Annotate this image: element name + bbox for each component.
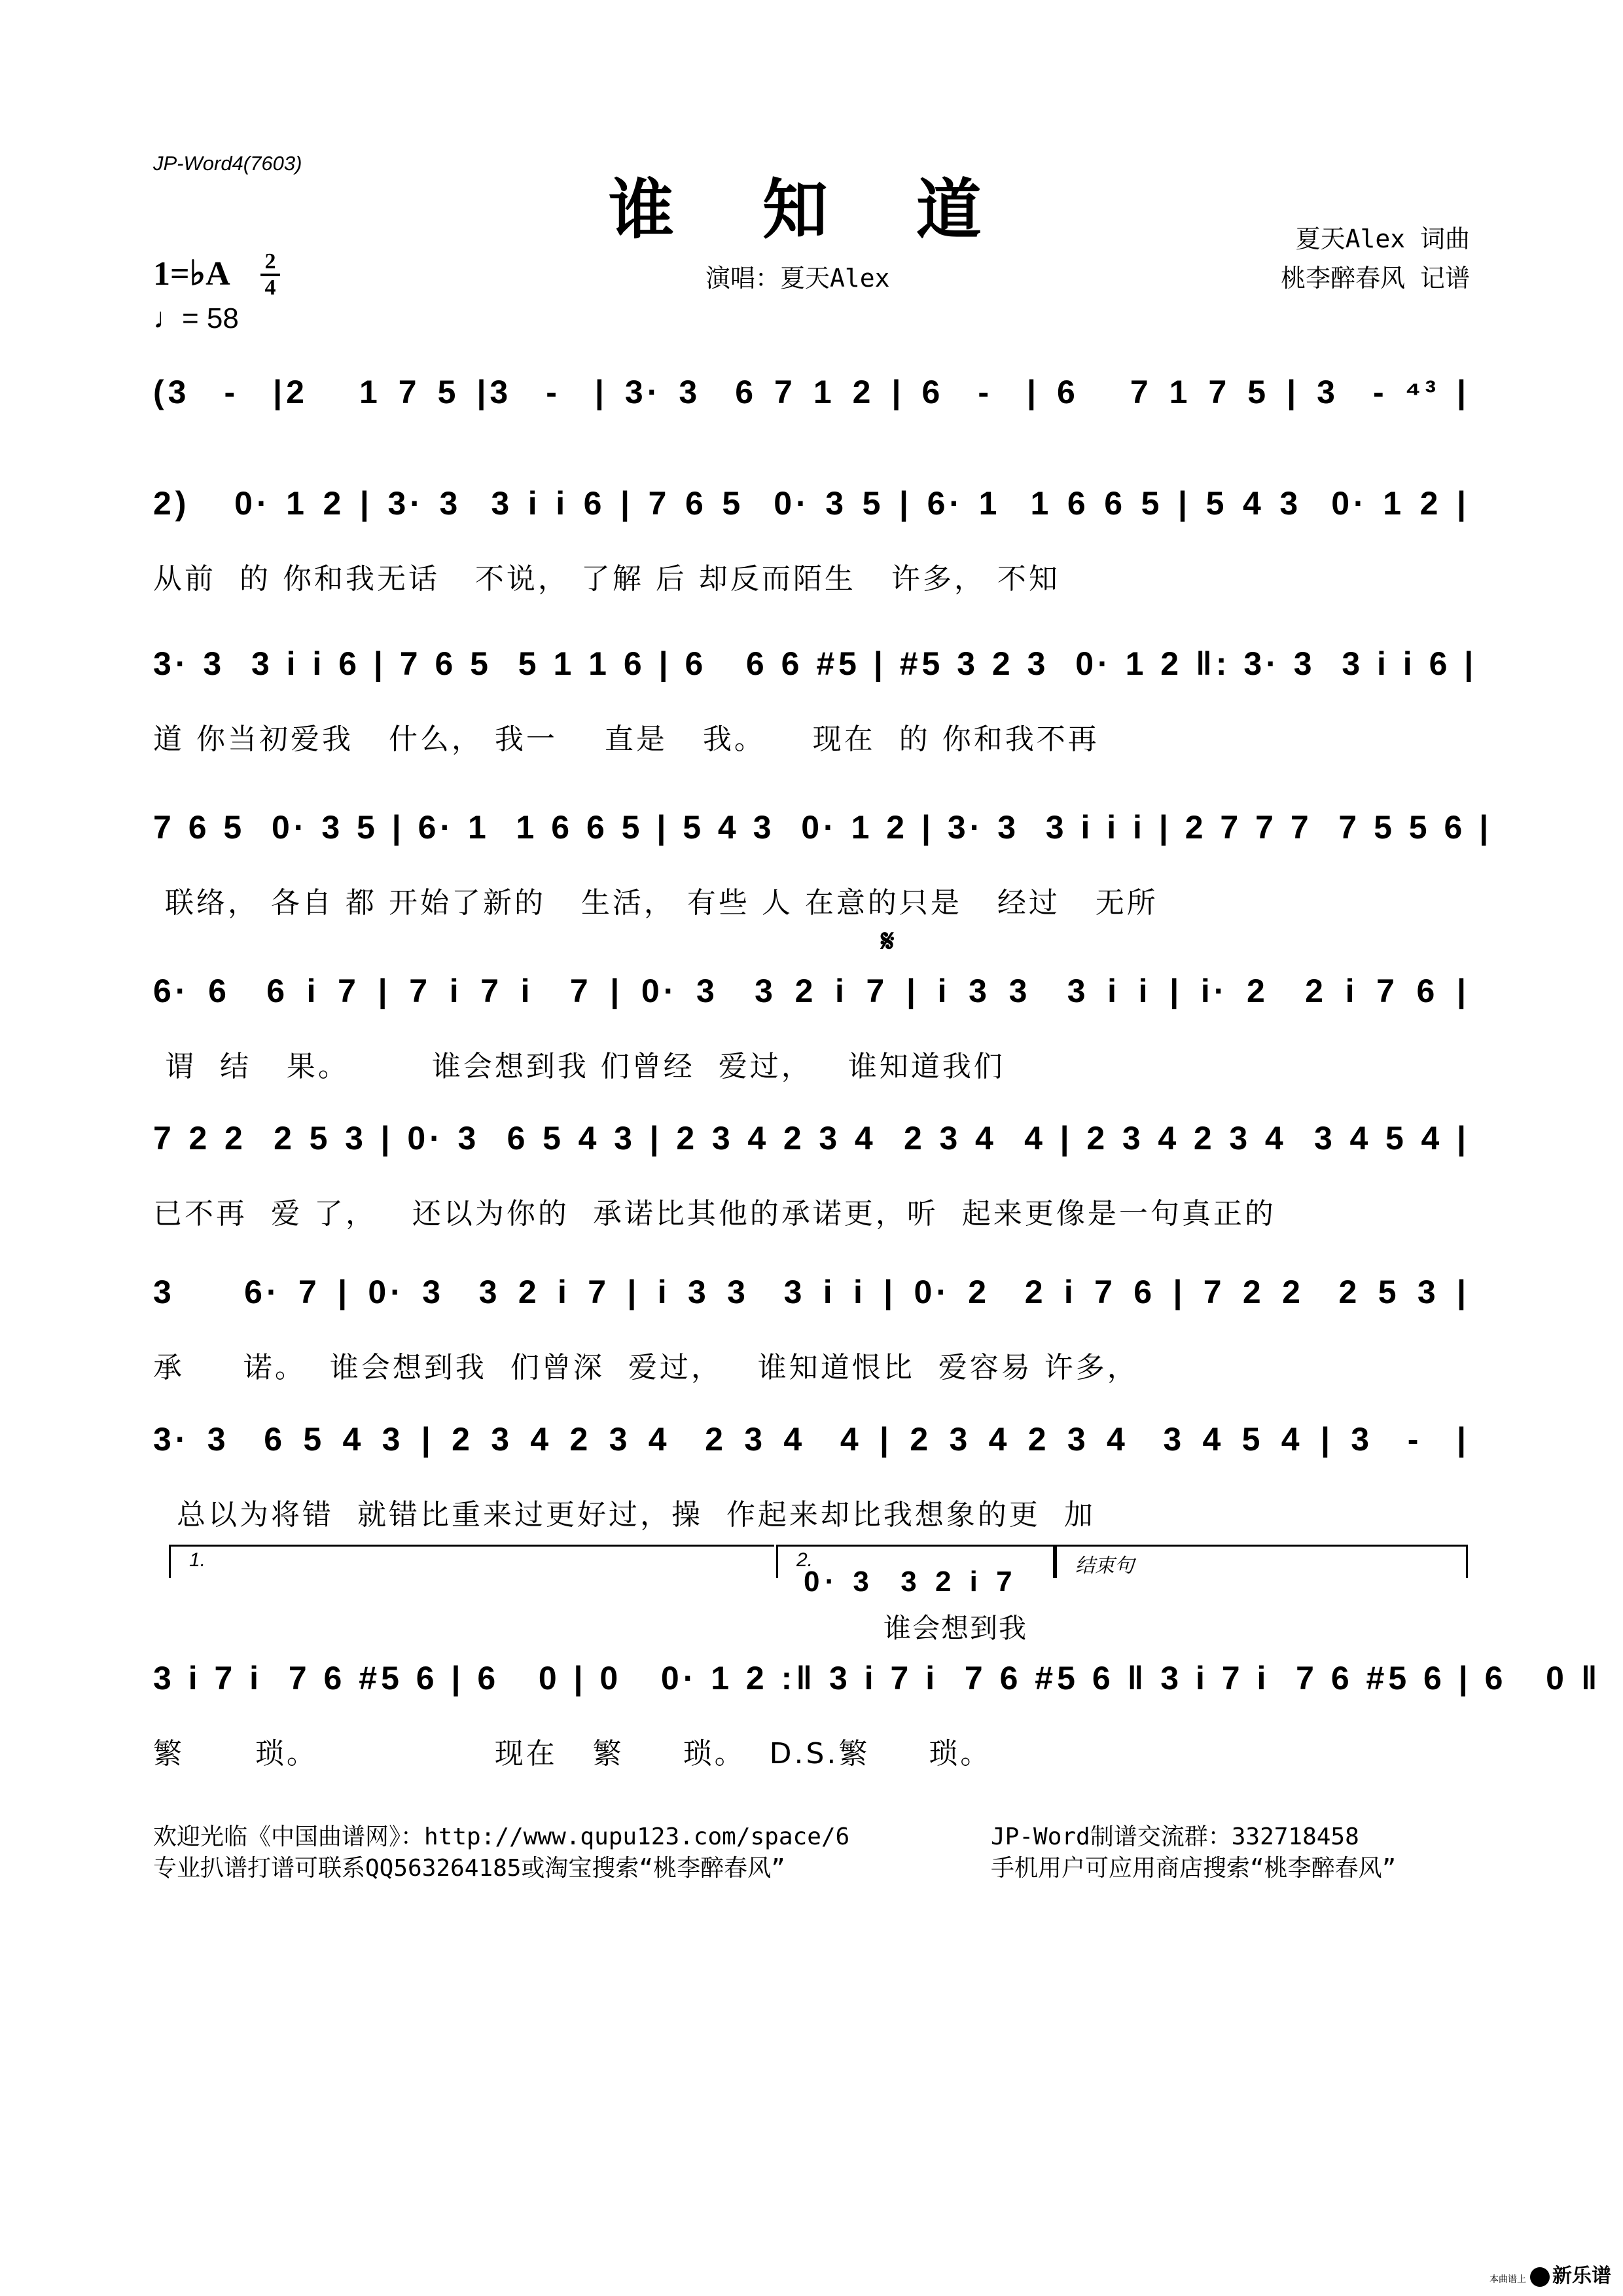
transcriber: 桃李醉春风 记谱 (1281, 264, 1470, 293)
logo-brand: 新乐谱 (1552, 2265, 1611, 2287)
footer-website: 欢迎光临《中国曲谱网》：http://www.qupu123.com/space/6 (153, 1823, 850, 1850)
second-ending-pickup-lyrics: 谁会想到我 (883, 1612, 1028, 1644)
coda-label: 结束句 (1075, 1555, 1134, 1577)
lyrics-line: 从前 的 你和我无话 不说， 了解 后 却反而陌生 许多， 不知 (153, 562, 1060, 596)
song-title: 谁 知 道 (609, 171, 1014, 248)
score-row (153, 1420, 1470, 1558)
score-row (153, 1659, 1601, 1797)
first-ending-bracket (169, 1545, 774, 1578)
notation-line: 3· 3 3 i i 6 | 7 6 5 5 1 1 6 | 6 6 6 #5 | #5 3 2 3 0· 1 2 ‖: 3· 3 3 i i 6 | (153, 645, 1478, 682)
singer: 演唱：夏天Alex (705, 264, 890, 293)
notation-line: 3· 3 6 5 4 3 | 2 3 4 2 3 4 2 3 4 4 | 2 3 4 2 3 4 3 4 5 4 | 3 - | (153, 1421, 1470, 1458)
lyrics-line: 谓 结 果。 谁会想到我 们曾经 爱过， 谁知道我们 (153, 1050, 1005, 1083)
segno-sign: 𝄋 (881, 923, 895, 960)
notation-line: 6· 6 6 i 7 | 7 i 7 i 7 | 0· 3 3 2 i 7 | i 3 3 3 i i | i· 2 2 i 7 6 | (153, 973, 1470, 1009)
tempo-marking: ♩= 58 (153, 302, 239, 334)
time-top: 2 (264, 249, 276, 274)
score-row (153, 1119, 1470, 1257)
notation-line: 2) 0· 1 2 | 3· 3 3 i i 6 | 7 6 5 0· 3 5 | 6· 1 1 6 6 5 | 5 4 3 0· 1 2 | (153, 485, 1470, 522)
score-row (153, 1273, 1470, 1410)
footer-group: JP-Word制谱交流群：332718458 (991, 1823, 1359, 1850)
second-ending-pickup-notes: 0· 3 3 2 i 7 (804, 1566, 1018, 1598)
score-row (153, 972, 1470, 1109)
first-ending-label: 1. (189, 1549, 206, 1571)
score-row (153, 484, 1470, 622)
lyrics-line: 承 诺。 谁会想到我 们曾深 爱过， 谁知道恨比 爱容易 许多， (153, 1351, 1139, 1384)
logo-icon (1530, 2267, 1550, 2287)
lyrics-line: 道 你当初爱我 什么， 我一 直是 我。 现在 的 你和我不再 (153, 723, 1099, 756)
notation-line: 7 2 2 2 5 3 | 0· 3 6 5 4 3 | 2 3 4 2 3 4 2 3 4 4 | 2 3 4 2 3 4 3 4 5 4 | (153, 1120, 1470, 1157)
logo-prefix: 本曲谱上 (1489, 2274, 1526, 2285)
score-row (153, 645, 1478, 782)
lyrics-line: 已不再 爱 了， 还以为你的 承诺比其他的承诺更，听 起来更像是一句真正的 (153, 1197, 1276, 1230)
lyrics-line: 繁 琐。 现在 繁 琐。 D.S.繁 琐。 (153, 1737, 992, 1770)
key-signature: 1=♭A (153, 255, 230, 293)
time-bottom: 4 (264, 276, 276, 300)
coda-bracket (1055, 1545, 1468, 1578)
second-ending-label: 2. (796, 1549, 813, 1571)
software-label: JP-Word4(7603) (153, 152, 302, 175)
notation-line: 3 6· 7 | 0· 3 3 2 i 7 | i 3 3 3 i i | 0· 2 2 i 7 6 | 7 2 2 2 5 3 | (153, 1274, 1470, 1310)
lyrics-line: 联络， 各自 都 开始了新的 生活， 有些 人 在意的只是 经过 无所 (153, 886, 1158, 920)
score-row (153, 808, 1493, 946)
site-logo (1489, 2259, 1611, 2288)
lyricist-composer: 夏天Alex 词曲 (1295, 224, 1470, 253)
time-signature (260, 250, 280, 300)
footer-contact: 专业扒谱打谱可联系QQ563264185或淘宝搜索“桃李醉春风” (153, 1855, 785, 1882)
lyrics-line (153, 444, 1470, 483)
notation-line: 7 6 5 0· 3 5 | 6· 1 1 6 6 5 | 5 4 3 0· 1 2 | 3· 3 3 i i i | 2 7 7 7 7 5 5 6 | (153, 809, 1493, 846)
notation-line: (3 - |2 1 7 5 |3 - | 3· 3 6 7 1 2 | 6 - | 6 7 1 7 5 | 3 - ⁴³ | (153, 374, 1470, 410)
lyrics-line: 总以为将错 就错比重来过更好过，操 作起来却比我想象的更 加 (153, 1498, 1096, 1532)
notation-line: 3 i 7 i 7 6 #5 6 | 6 0 | 0 0· 1 2 :‖ 3 i 7 i 7 6 #5 6 ‖ 3 i 7 i 7 6 #5 6 | 6 0 ‖ (153, 1660, 1601, 1696)
footer-app-search: 手机用户可应用商店搜索“桃李醉春风” (991, 1855, 1397, 1882)
